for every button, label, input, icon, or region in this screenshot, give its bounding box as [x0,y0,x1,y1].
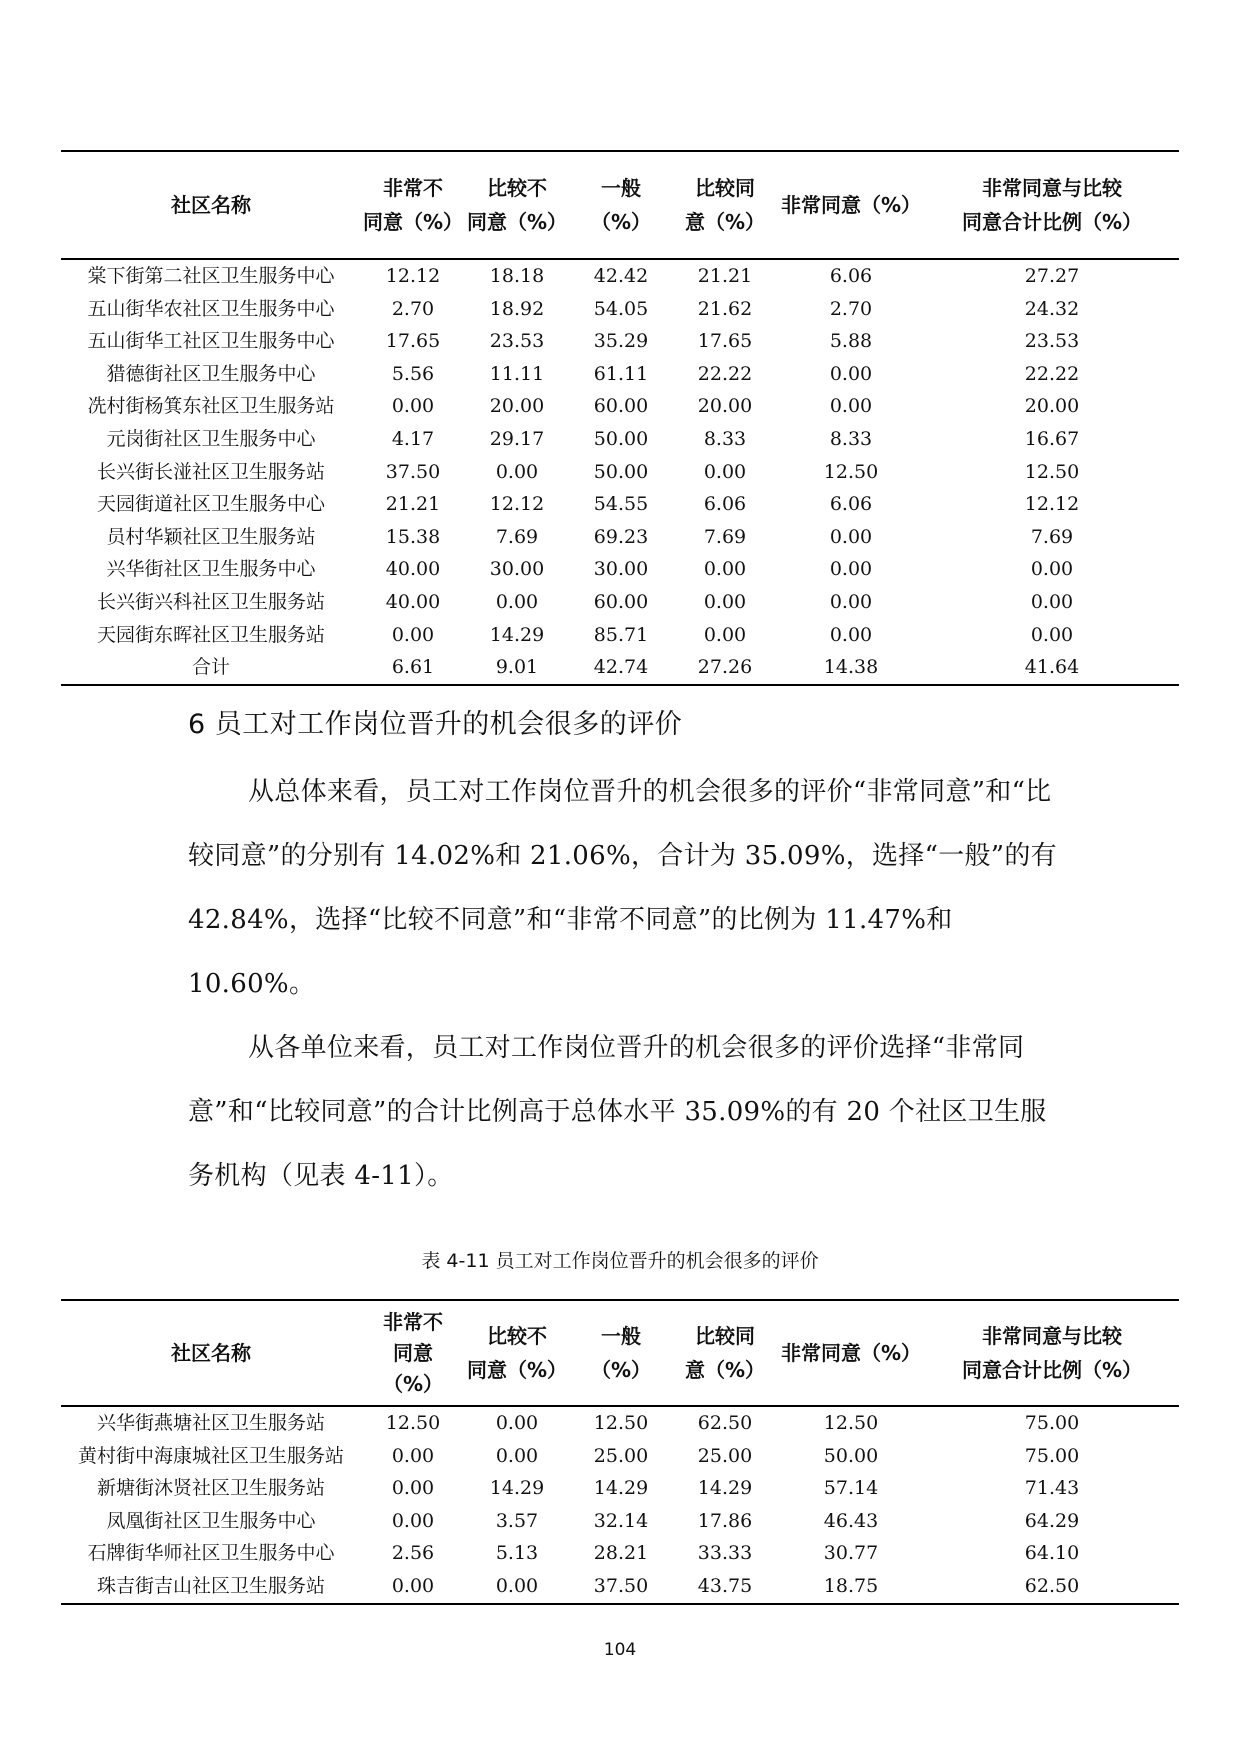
value-cell: 50.00 [593,460,649,483]
value-cell: 25.00 [697,1444,753,1467]
value-cell: 54.05 [593,297,649,320]
row-label-cell: 兴华街社区卫生服务中心 [106,558,316,581]
value-cell: 0.00 [391,1509,435,1532]
value-cell: 50.00 [593,427,649,450]
row-label-cell: 新塘街沐贤社区卫生服务站 [96,1477,325,1500]
column-header: 比较不 同意（%） [466,176,568,234]
value-cell: 14.29 [489,623,545,646]
value-cell: 0.00 [1030,590,1074,613]
column-header: 一般 （%） [590,176,652,234]
value-cell: 40.00 [385,558,441,581]
table-row [61,456,1179,489]
column-header: 非常不 同意（%） [362,176,464,234]
row-label-cell: 珠吉街吉山社区卫生服务站 [61,1570,361,1604]
value-cell: 12.50 [823,460,879,483]
value-cell: 0.00 [703,460,747,483]
value-cell: 0.00 [703,623,747,646]
value-cell: 0.00 [703,590,747,613]
value-cell: 30.00 [593,558,649,581]
value-cell: 61.11 [593,362,649,385]
value-cell: 18.18 [489,265,545,287]
value-cell: 35.29 [593,330,649,353]
value-cell: 46.43 [823,1509,879,1532]
table-row [61,488,1179,521]
column-header: 非常同意（%） [780,193,922,217]
value-cell: 17.86 [697,1509,753,1532]
column-header: 非常同意与比较 同意合计比例（%） [961,1324,1143,1382]
value-cell: 5.88 [829,330,873,353]
value-cell: 23.53 [489,330,545,353]
value-cell: 7.69 [1030,525,1074,548]
value-cell: 18.92 [489,297,545,320]
table-row [61,586,1179,619]
value-cell: 2.56 [391,1542,435,1565]
value-cell: 0.00 [495,590,539,613]
value-cell: 43.75 [673,1570,777,1604]
value-cell: 0.00 [829,623,873,646]
value-cell: 0.00 [1030,623,1074,646]
table-row [61,325,1179,358]
value-cell: 0.00 [391,623,435,646]
value-cell: 9.01 [465,651,569,685]
value-cell: 0.00 [829,395,873,418]
row-label-cell: 棠下街第二社区卫生服务中心 [87,265,335,287]
value-cell: 0.00 [391,395,435,418]
value-cell: 17.65 [697,330,753,353]
value-cell: 12.50 [823,1412,879,1434]
value-cell: 5.56 [391,362,435,385]
value-cell: 69.23 [593,525,649,548]
value-cell: 21.21 [385,493,441,516]
value-cell: 28.21 [593,1542,649,1565]
value-cell: 32.14 [593,1509,649,1532]
value-cell: 30.77 [823,1542,879,1565]
row-label-cell: 五山街华农社区卫生服务中心 [87,297,335,320]
value-cell: 14.29 [593,1477,649,1500]
table-row [61,1537,1179,1570]
value-cell: 30.00 [489,558,545,581]
value-cell: 12.12 [385,265,441,287]
row-label-cell: 合计 [61,651,361,685]
row-label-cell: 天园街道社区卫生服务中心 [96,493,325,516]
value-cell: 16.67 [1024,427,1080,450]
value-cell: 20.00 [489,395,545,418]
table-row [61,423,1179,456]
value-cell: 27.27 [1024,265,1080,287]
value-cell: 12.12 [489,493,545,516]
value-cell: 29.17 [489,427,545,450]
table-header-row [61,1300,1179,1406]
value-cell: 12.50 [385,1412,441,1434]
value-cell: 6.06 [829,493,873,516]
value-cell: 42.74 [569,651,673,685]
value-cell: 85.71 [593,623,649,646]
value-cell: 6.06 [703,493,747,516]
column-header: 非常不 同意 （%） [382,1309,444,1396]
value-cell: 57.14 [823,1477,879,1500]
table-row [61,1505,1179,1538]
value-cell: 0.00 [829,362,873,385]
value-cell: 64.10 [1024,1542,1080,1565]
value-cell: 0.00 [703,558,747,581]
value-cell: 37.50 [569,1570,673,1604]
value-cell: 6.06 [829,265,873,287]
value-cell: 50.00 [823,1444,879,1467]
column-header: 一般 （%） [590,1324,652,1382]
value-cell: 21.62 [697,297,753,320]
value-cell: 4.17 [391,427,435,450]
value-cell: 24.32 [1024,297,1080,320]
value-cell: 71.43 [1024,1477,1080,1500]
row-label-cell: 员村华颖社区卫生服务站 [106,525,316,548]
value-cell: 41.64 [925,651,1179,685]
column-header: 非常同意（%） [780,1341,922,1365]
value-cell: 8.33 [829,427,873,450]
value-cell: 12.12 [1024,493,1080,516]
value-cell: 0.00 [1030,558,1074,581]
table-header-row [61,151,1179,259]
value-cell: 0.00 [391,1444,435,1467]
row-label-cell: 黄村街中海康城社区卫生服务站 [77,1444,344,1467]
value-cell: 15.38 [385,525,441,548]
section-heading: 6 员工对工作岗位晋升的机会很多的评价 [188,709,683,740]
value-cell: 20.00 [1024,395,1080,418]
value-cell: 2.70 [391,297,435,320]
table-row [61,390,1179,423]
value-cell: 40.00 [385,590,441,613]
body-paragraph: 从总体来看，员工对工作岗位晋升的机会很多的评价“非常同意”和“比较同意”的分别有 14.02%和 21.06%，合计为 35.09%，选择“一般”的有 42.84%，选择“比较不同意”和“非常不同意”的比例为 11.47%和 10.60%。 [188,777,1057,999]
value-cell: 17.65 [385,330,441,353]
value-cell: 14.29 [697,1477,753,1500]
value-cell: 0.00 [495,460,539,483]
row-label-cell: 长兴街长湴社区卫生服务站 [96,460,325,483]
table-row [61,1570,1179,1604]
value-cell: 75.00 [1024,1412,1080,1434]
row-label-cell: 凤凰街社区卫生服务中心 [106,1509,316,1532]
table-row [61,651,1179,685]
value-cell: 75.00 [1024,1444,1080,1467]
value-cell: 14.29 [489,1477,545,1500]
row-label-cell: 天园街东晖社区卫生服务站 [96,623,325,646]
table-row [61,259,1179,293]
column-header: 非常同意与比较 同意合计比例（%） [961,176,1143,234]
value-cell: 0.00 [465,1570,569,1604]
row-label-cell: 冼村街杨箕东社区卫生服务站 [87,395,335,418]
page-number: 104 [603,1640,637,1660]
value-cell: 8.33 [703,427,747,450]
table-4-11 [61,1299,1179,1605]
row-label-cell: 长兴街兴科社区卫生服务站 [96,590,325,613]
column-header: 比较同 意（%） [684,1324,766,1382]
value-cell: 64.29 [1024,1509,1080,1532]
row-label-cell: 兴华街燕塘社区卫生服务站 [96,1412,325,1434]
value-cell: 23.53 [1024,330,1080,353]
body-paragraph: 从各单位来看，员工对工作岗位晋升的机会很多的评价选择“非常同意”和“比较同意”的合计比例高于总体水平 35.09%的有 20 个社区卫生服务机构（见表 4-11）。 [188,1033,1047,1191]
column-header: 比较不 同意（%） [466,1324,568,1382]
value-cell: 25.00 [593,1444,649,1467]
value-cell: 22.22 [1024,362,1080,385]
value-cell: 54.55 [593,493,649,516]
value-cell: 14.38 [777,651,925,685]
table-row [61,1440,1179,1473]
table-continued [61,150,1179,686]
table-row [61,521,1179,554]
table-row [61,619,1179,652]
value-cell: 62.50 [925,1570,1179,1604]
row-label-cell: 五山街华工社区卫生服务中心 [87,330,335,353]
value-cell: 22.22 [697,362,753,385]
value-cell: 62.50 [697,1412,753,1434]
value-cell: 42.42 [593,265,649,287]
value-cell: 7.69 [703,525,747,548]
table-row [61,553,1179,586]
value-cell: 3.57 [495,1509,539,1532]
row-label-cell: 猎德街社区卫生服务中心 [106,362,316,385]
value-cell: 6.61 [361,651,465,685]
table-row [61,1406,1179,1440]
value-cell: 0.00 [829,525,873,548]
value-cell: 11.11 [489,362,545,385]
value-cell: 37.50 [385,460,441,483]
value-cell: 21.21 [697,265,753,287]
value-cell: 20.00 [697,395,753,418]
value-cell: 0.00 [495,1412,539,1434]
value-cell: 0.00 [361,1570,465,1604]
value-cell: 0.00 [495,1444,539,1467]
table-row [61,358,1179,391]
value-cell: 60.00 [593,590,649,613]
table-row [61,293,1179,326]
value-cell: 18.75 [777,1570,925,1604]
column-header: 比较同 意（%） [684,176,766,234]
value-cell: 12.50 [1024,460,1080,483]
value-cell: 7.69 [495,525,539,548]
value-cell: 2.70 [829,297,873,320]
value-cell: 60.00 [593,395,649,418]
value-cell: 0.00 [829,590,873,613]
row-label-cell: 石牌街华师社区卫生服务中心 [87,1542,335,1565]
table-caption: 表 4-11 员工对工作岗位晋升的机会很多的评价 [421,1250,819,1272]
value-cell: 0.00 [829,558,873,581]
value-cell: 27.26 [673,651,777,685]
row-label-cell: 元岗街社区卫生服务中心 [106,427,316,450]
column-header: 社区名称 [171,193,251,217]
value-cell: 12.50 [593,1412,649,1434]
table-row [61,1472,1179,1505]
value-cell: 5.13 [495,1542,539,1565]
column-header: 社区名称 [171,1341,251,1365]
value-cell: 0.00 [391,1477,435,1500]
value-cell: 33.33 [697,1542,753,1565]
